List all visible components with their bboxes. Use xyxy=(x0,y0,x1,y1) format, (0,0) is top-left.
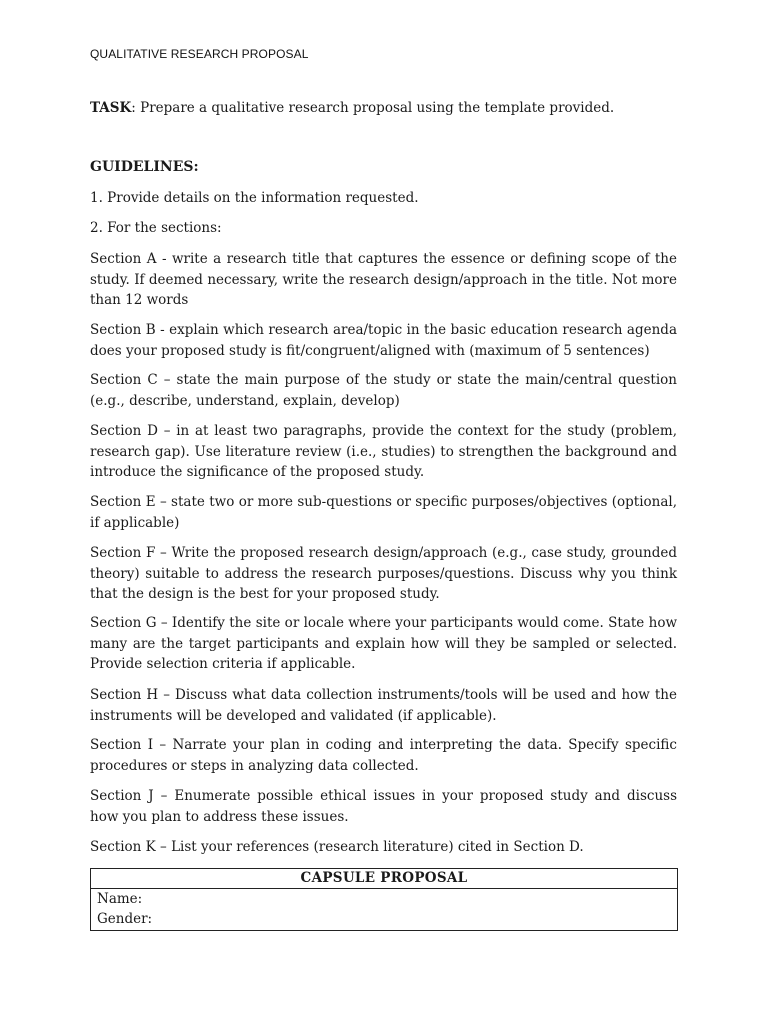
section-f-instruction: Section F – Write the proposed research design/approach (e.g., case study, grounded theory) suitable to address the research purposes/questions. Discuss why you think that the design is the best for your proposed study. xyxy=(90,545,677,602)
section-j-instruction: Section J – Enumerate possible ethical issues in your proposed study and discuss how you plan to address these issues. xyxy=(90,788,677,825)
section-i-instruction: Section I – Narrate your plan in coding and interpreting the data. Specify specific procedures or steps in analyzing data collected. xyxy=(90,737,677,774)
task-label: TASK xyxy=(90,100,132,116)
section-c-instruction: Section C – state the main purpose of the study or state the main/central question (e.g., describe, understand, explain, develop) xyxy=(90,372,677,409)
guidelines-heading: GUIDELINES: xyxy=(90,159,199,175)
guideline-item-1: 1. Provide details on the information requested. xyxy=(90,190,419,206)
section-e-instruction: Section E – state two or more sub-questions or specific purposes/objectives (optional, if applicable) xyxy=(90,494,677,531)
section-h-instruction: Section H – Discuss what data collection instruments/tools will be used and how the instruments will be developed and validated (if applicable). xyxy=(90,687,677,724)
section-b-instruction: Section B - explain which research area/topic in the basic education research agenda does your proposed study is fit/congruent/aligned with (maximum of 5 sentences) xyxy=(90,322,677,359)
gender-field-label: Gender: xyxy=(97,911,153,927)
capsule-title-row xyxy=(91,869,678,889)
capsule-fields xyxy=(91,889,678,931)
document-header: QUALITATIVE RESEARCH PROPOSAL xyxy=(90,47,309,61)
section-g-instruction: Section G – Identify the site or locale where your participants would come. State how many are the target participants and explain how will they be sampled or selected. Provide selection criteria if applicable. xyxy=(90,615,677,672)
task-statement xyxy=(90,98,690,118)
capsule-proposal-table xyxy=(90,868,678,931)
name-field-label: Name: xyxy=(97,891,143,907)
task-text: : Prepare a qualitative research proposal using the template provided. xyxy=(131,100,615,116)
section-k-instruction: Section K – List your references (research literature) cited in Section D. xyxy=(90,839,584,855)
guideline-item-2: 2. For the sections: xyxy=(90,220,222,236)
capsule-fields-row xyxy=(91,889,678,931)
section-d-instruction: Section D – in at least two paragraphs, provide the context for the study (problem, research gap). Use literature review (i.e., studies) to strengthen the background and introduce the significance of the proposed study. xyxy=(90,423,677,480)
section-a-instruction: Section A - write a research title that captures the essence or defining scope of the study. If deemed necessary, write the research design/approach in the title. Not more than 12 words xyxy=(90,251,677,308)
capsule-title: CAPSULE PROPOSAL xyxy=(91,869,678,889)
